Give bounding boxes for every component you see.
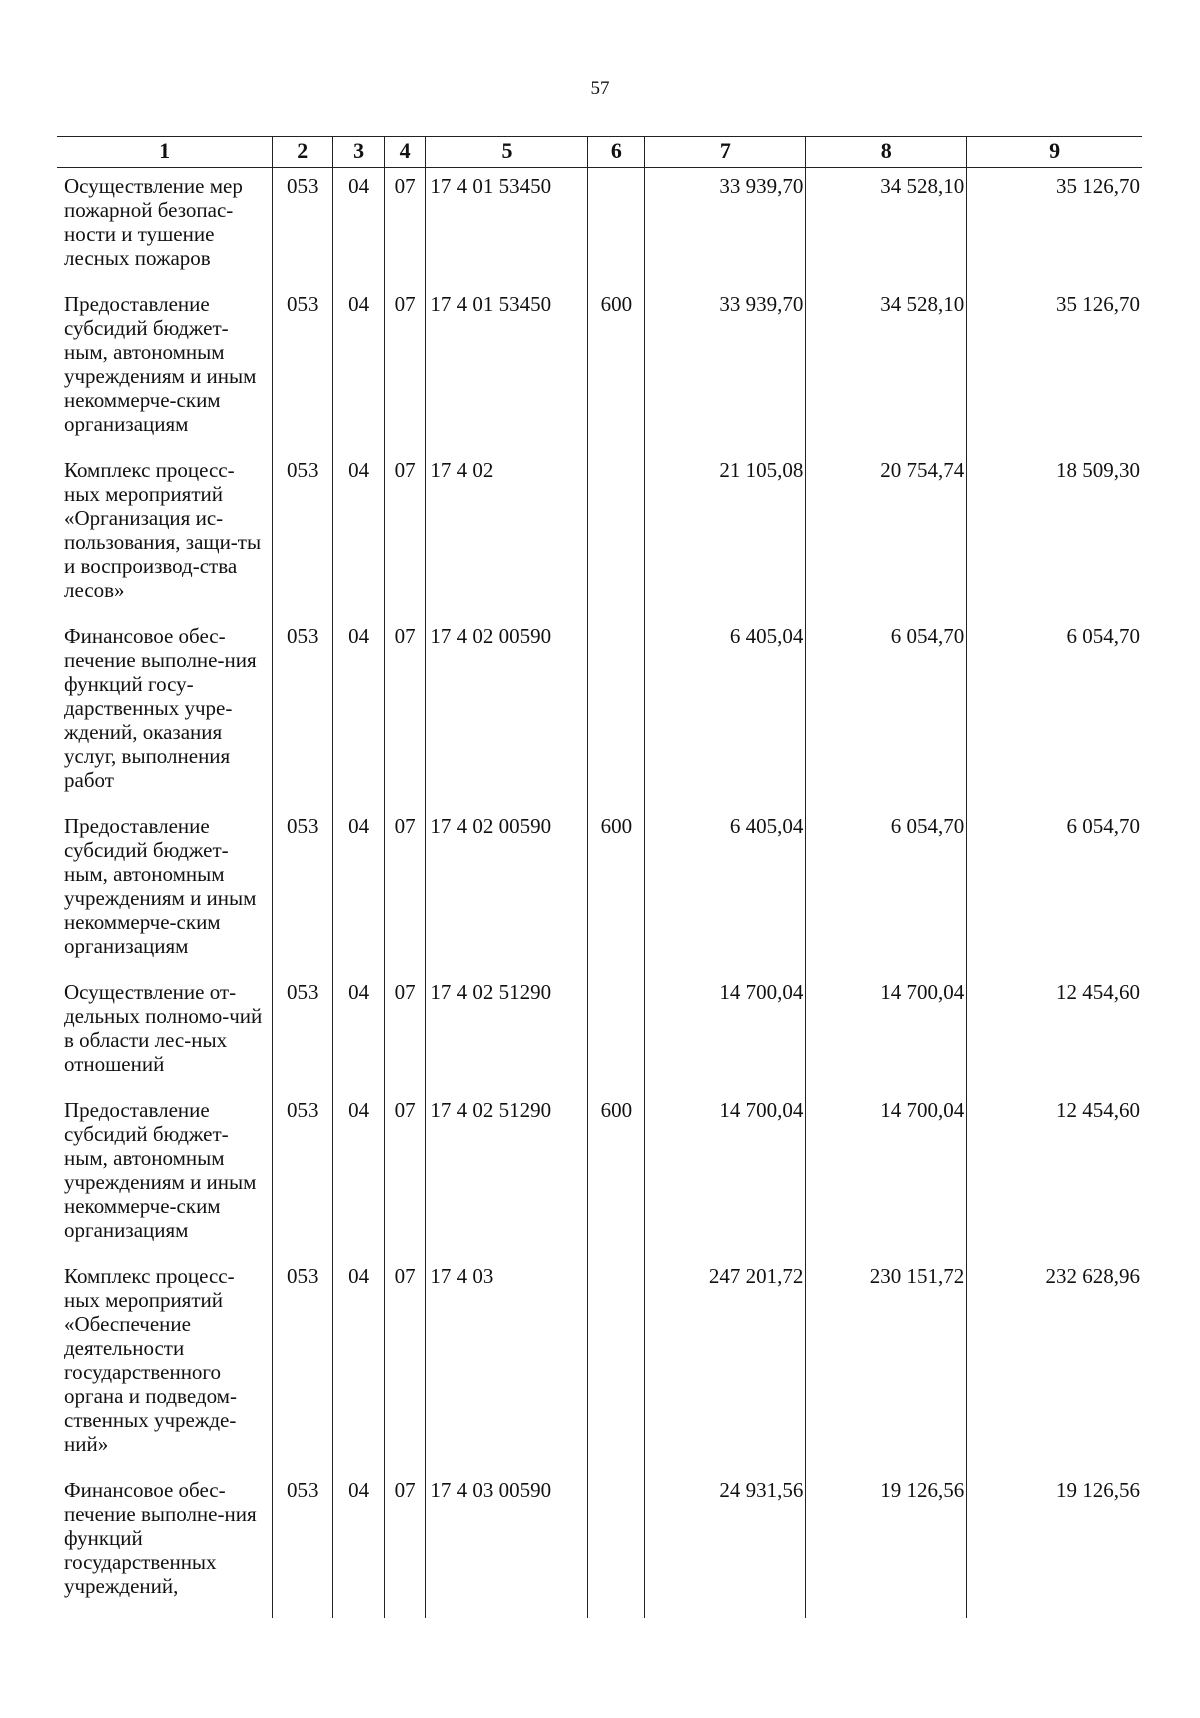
amount-year2-cell	[806, 618, 967, 808]
cell-text: 33 939,70	[719, 292, 804, 316]
subsection-code-cell	[384, 1258, 426, 1472]
cell-text: 600	[600, 1098, 633, 1122]
cell-text: 17 4 02 51290	[430, 980, 552, 1004]
cell-text: 04	[348, 980, 370, 1004]
expense-type-cell	[588, 1092, 645, 1258]
cell-text: 230 151,72	[869, 1264, 965, 1288]
section-code-cell	[333, 974, 384, 1092]
cell-text	[591, 1264, 641, 1280]
amount-year2-cell	[806, 286, 967, 452]
item-name-cell	[57, 286, 273, 452]
cell-text: 04	[348, 458, 370, 482]
cell-text: 14 700,04	[880, 1098, 965, 1122]
cell-text: Предоставление субсидий бюджет-ным, автономным учреждениям и иным некоммерче-ским организациям	[64, 814, 257, 958]
amount-year2-cell	[806, 1258, 967, 1472]
cell-text: 12 454,60	[1056, 1098, 1140, 1122]
cell-text: 6 054,70	[1066, 814, 1140, 838]
cell-text: 600	[600, 292, 633, 316]
table-body	[57, 168, 1142, 1619]
header-cell: 3	[333, 137, 384, 168]
subsection-code-cell	[384, 1472, 426, 1618]
section-code-cell	[333, 1472, 384, 1618]
section-code-cell	[333, 168, 384, 287]
amount-year1-cell	[645, 286, 806, 452]
expense-type-cell	[588, 286, 645, 452]
cell-text: 14 700,04	[719, 1098, 804, 1122]
amount-year1-cell	[645, 1258, 806, 1472]
target-article-cell	[426, 1472, 588, 1618]
cell-text: 04	[348, 292, 370, 316]
item-name-cell	[57, 168, 273, 287]
cell-text: 6 405,04	[729, 814, 804, 838]
amount-year2-cell	[806, 808, 967, 974]
amount-year1-cell	[645, 452, 806, 618]
amount-year2-cell	[806, 452, 967, 618]
ministry-code-cell	[273, 1472, 333, 1618]
cell-text: 07	[394, 174, 416, 198]
cell-text: 053	[287, 1478, 319, 1502]
cell-text: 18 509,30	[1056, 458, 1140, 482]
cell-text: 600	[600, 814, 633, 838]
cell-text: 17 4 03	[430, 1264, 494, 1288]
ministry-code-cell	[273, 1092, 333, 1258]
cell-text: 07	[394, 814, 416, 838]
amount-year1-cell	[645, 808, 806, 974]
amount-year3-cell	[967, 974, 1142, 1092]
amount-year3-cell	[967, 452, 1142, 618]
cell-text: 17 4 02 00590	[430, 814, 552, 838]
cell-text: 17 4 02 00590	[430, 624, 552, 648]
header-row	[57, 137, 1142, 168]
amount-year1-cell	[645, 974, 806, 1092]
table-row	[57, 1258, 1142, 1472]
amount-year2-cell	[806, 974, 967, 1092]
cell-text: 34 528,10	[880, 174, 965, 198]
cell-text: 17 4 01 53450	[430, 174, 552, 198]
target-article-cell	[426, 286, 588, 452]
cell-text: 17 4 01 53450	[430, 292, 552, 316]
subsection-code-cell	[384, 452, 426, 618]
cell-text: 053	[287, 814, 319, 838]
subsection-code-cell	[384, 286, 426, 452]
target-article-cell	[426, 1258, 588, 1472]
expense-type-cell	[588, 618, 645, 808]
item-name-cell	[57, 618, 273, 808]
ministry-code-cell	[273, 974, 333, 1092]
cell-text: Финансовое обес-печение выполне-ния функций государственных учреждений,	[64, 1478, 257, 1598]
cell-text	[591, 458, 641, 474]
cell-text: Комплекс процесс-ных мероприятий «Обеспечение деятельности государственного органа и подведом-ственных учрежде-ний»	[64, 1264, 237, 1456]
item-name-cell	[57, 1258, 273, 1472]
cell-text: 6 405,04	[729, 624, 804, 648]
amount-year3-cell	[967, 1092, 1142, 1258]
section-code-cell	[333, 618, 384, 808]
cell-text: Предоставление субсидий бюджет-ным, автономным учреждениям и иным некоммерче-ским организациям	[64, 292, 257, 436]
cell-text: 053	[287, 458, 319, 482]
amount-year1-cell	[645, 1092, 806, 1258]
header-cell: 1	[57, 137, 273, 168]
cell-text	[591, 624, 641, 640]
table-row	[57, 168, 1142, 287]
expense-type-cell	[588, 168, 645, 287]
cell-text: 19 126,56	[1056, 1478, 1140, 1502]
table-row	[57, 452, 1142, 618]
section-code-cell	[333, 1092, 384, 1258]
item-name-cell	[57, 1472, 273, 1618]
cell-text: 6 054,70	[890, 624, 965, 648]
expense-type-cell	[588, 1258, 645, 1472]
table-row	[57, 1092, 1142, 1258]
cell-text: Комплекс процесс-ных мероприятий «Организация ис-пользования, защи-ты и воспроизвод-ства лесов»	[64, 458, 262, 602]
cell-text: 053	[287, 1264, 319, 1288]
table-row	[57, 618, 1142, 808]
cell-text: 232 628,96	[1045, 1264, 1140, 1288]
amount-year3-cell	[967, 168, 1142, 287]
header-cell: 6	[588, 137, 645, 168]
cell-text: 35 126,70	[1056, 292, 1140, 316]
table-row	[57, 974, 1142, 1092]
amount-year1-cell	[645, 618, 806, 808]
amount-year3-cell	[967, 618, 1142, 808]
cell-text: 04	[348, 1264, 370, 1288]
cell-text: 07	[394, 624, 416, 648]
item-name-cell	[57, 808, 273, 974]
ministry-code-cell	[273, 1258, 333, 1472]
target-article-cell	[426, 168, 588, 287]
cell-text	[591, 174, 641, 190]
ministry-code-cell	[273, 168, 333, 287]
cell-text: 14 700,04	[719, 980, 804, 1004]
expense-type-cell	[588, 452, 645, 618]
cell-text: 21 105,08	[719, 458, 804, 482]
amount-year3-cell	[967, 808, 1142, 974]
cell-text: 04	[348, 624, 370, 648]
expense-type-cell	[588, 808, 645, 974]
page-number: 57	[590, 78, 610, 99]
subsection-code-cell	[384, 618, 426, 808]
header-cell: 9	[967, 137, 1142, 168]
table-row	[57, 808, 1142, 974]
section-code-cell	[333, 452, 384, 618]
subsection-code-cell	[384, 808, 426, 974]
amount-year3-cell	[967, 286, 1142, 452]
cell-text: 053	[287, 1098, 319, 1122]
item-name-cell	[57, 452, 273, 618]
expense-type-cell	[588, 1472, 645, 1618]
cell-text: 17 4 02 51290	[430, 1098, 552, 1122]
ministry-code-cell	[273, 618, 333, 808]
amount-year2-cell	[806, 1092, 967, 1258]
target-article-cell	[426, 452, 588, 618]
target-article-cell	[426, 974, 588, 1092]
amount-year1-cell	[645, 1472, 806, 1618]
budget-table	[57, 136, 1142, 1618]
table-row	[57, 286, 1142, 452]
section-code-cell	[333, 286, 384, 452]
cell-text: 20 754,74	[880, 458, 965, 482]
cell-text: 053	[287, 292, 319, 316]
amount-year3-cell	[967, 1472, 1142, 1618]
amount-year2-cell	[806, 168, 967, 287]
cell-text: 04	[348, 1098, 370, 1122]
target-article-cell	[426, 1092, 588, 1258]
cell-text: 07	[394, 458, 416, 482]
cell-text: 07	[394, 292, 416, 316]
amount-year2-cell	[806, 1472, 967, 1618]
cell-text: 04	[348, 814, 370, 838]
cell-text: Осуществление мер пожарной безопас-ности и тушение лесных пожаров	[64, 174, 243, 270]
cell-text: 12 454,60	[1056, 980, 1140, 1004]
cell-text: 04	[348, 174, 370, 198]
cell-text: 247 201,72	[708, 1264, 804, 1288]
cell-text: 34 528,10	[880, 292, 965, 316]
cell-text: 6 054,70	[1066, 624, 1140, 648]
cell-text: 17 4 03 00590	[430, 1478, 552, 1502]
section-code-cell	[333, 808, 384, 974]
cell-text: 07	[394, 1478, 416, 1502]
amount-year3-cell	[967, 1258, 1142, 1472]
ministry-code-cell	[273, 452, 333, 618]
item-name-cell	[57, 974, 273, 1092]
header-cell: 8	[806, 137, 967, 168]
cell-text: 07	[394, 1098, 416, 1122]
header-cell: 7	[645, 137, 806, 168]
cell-text: 17 4 02	[430, 458, 494, 482]
ministry-code-cell	[273, 286, 333, 452]
cell-text: 24 931,56	[719, 1478, 804, 1502]
cell-text: 19 126,56	[880, 1478, 965, 1502]
cell-text: Осуществление от-дельных полномо-чий в области лес-ных отношений	[64, 980, 263, 1076]
cell-text: 053	[287, 174, 319, 198]
header-cell: 5	[426, 137, 588, 168]
cell-text: Финансовое обес-печение выполне-ния функций госу-дарственных учре-ждений, оказания услуг, выполнения работ	[64, 624, 257, 792]
ministry-code-cell	[273, 808, 333, 974]
amount-year1-cell	[645, 168, 806, 287]
table-row	[57, 1472, 1142, 1618]
target-article-cell	[426, 618, 588, 808]
subsection-code-cell	[384, 974, 426, 1092]
header-cell: 4	[384, 137, 426, 168]
cell-text: 053	[287, 980, 319, 1004]
cell-text: 07	[394, 980, 416, 1004]
cell-text: 33 939,70	[719, 174, 804, 198]
cell-text: Предоставление субсидий бюджет-ным, автономным учреждениям и иным некоммерче-ским организациям	[64, 1098, 257, 1242]
cell-text	[591, 980, 641, 996]
cell-text: 35 126,70	[1056, 174, 1140, 198]
cell-text: 6 054,70	[890, 814, 965, 838]
cell-text: 14 700,04	[880, 980, 965, 1004]
section-code-cell	[333, 1258, 384, 1472]
expense-type-cell	[588, 974, 645, 1092]
item-name-cell	[57, 1092, 273, 1258]
header-cell: 2	[273, 137, 333, 168]
cell-text: 07	[394, 1264, 416, 1288]
subsection-code-cell	[384, 1092, 426, 1258]
subsection-code-cell	[384, 168, 426, 287]
cell-text: 053	[287, 624, 319, 648]
target-article-cell	[426, 808, 588, 974]
cell-text: 04	[348, 1478, 370, 1502]
cell-text	[591, 1478, 641, 1498]
